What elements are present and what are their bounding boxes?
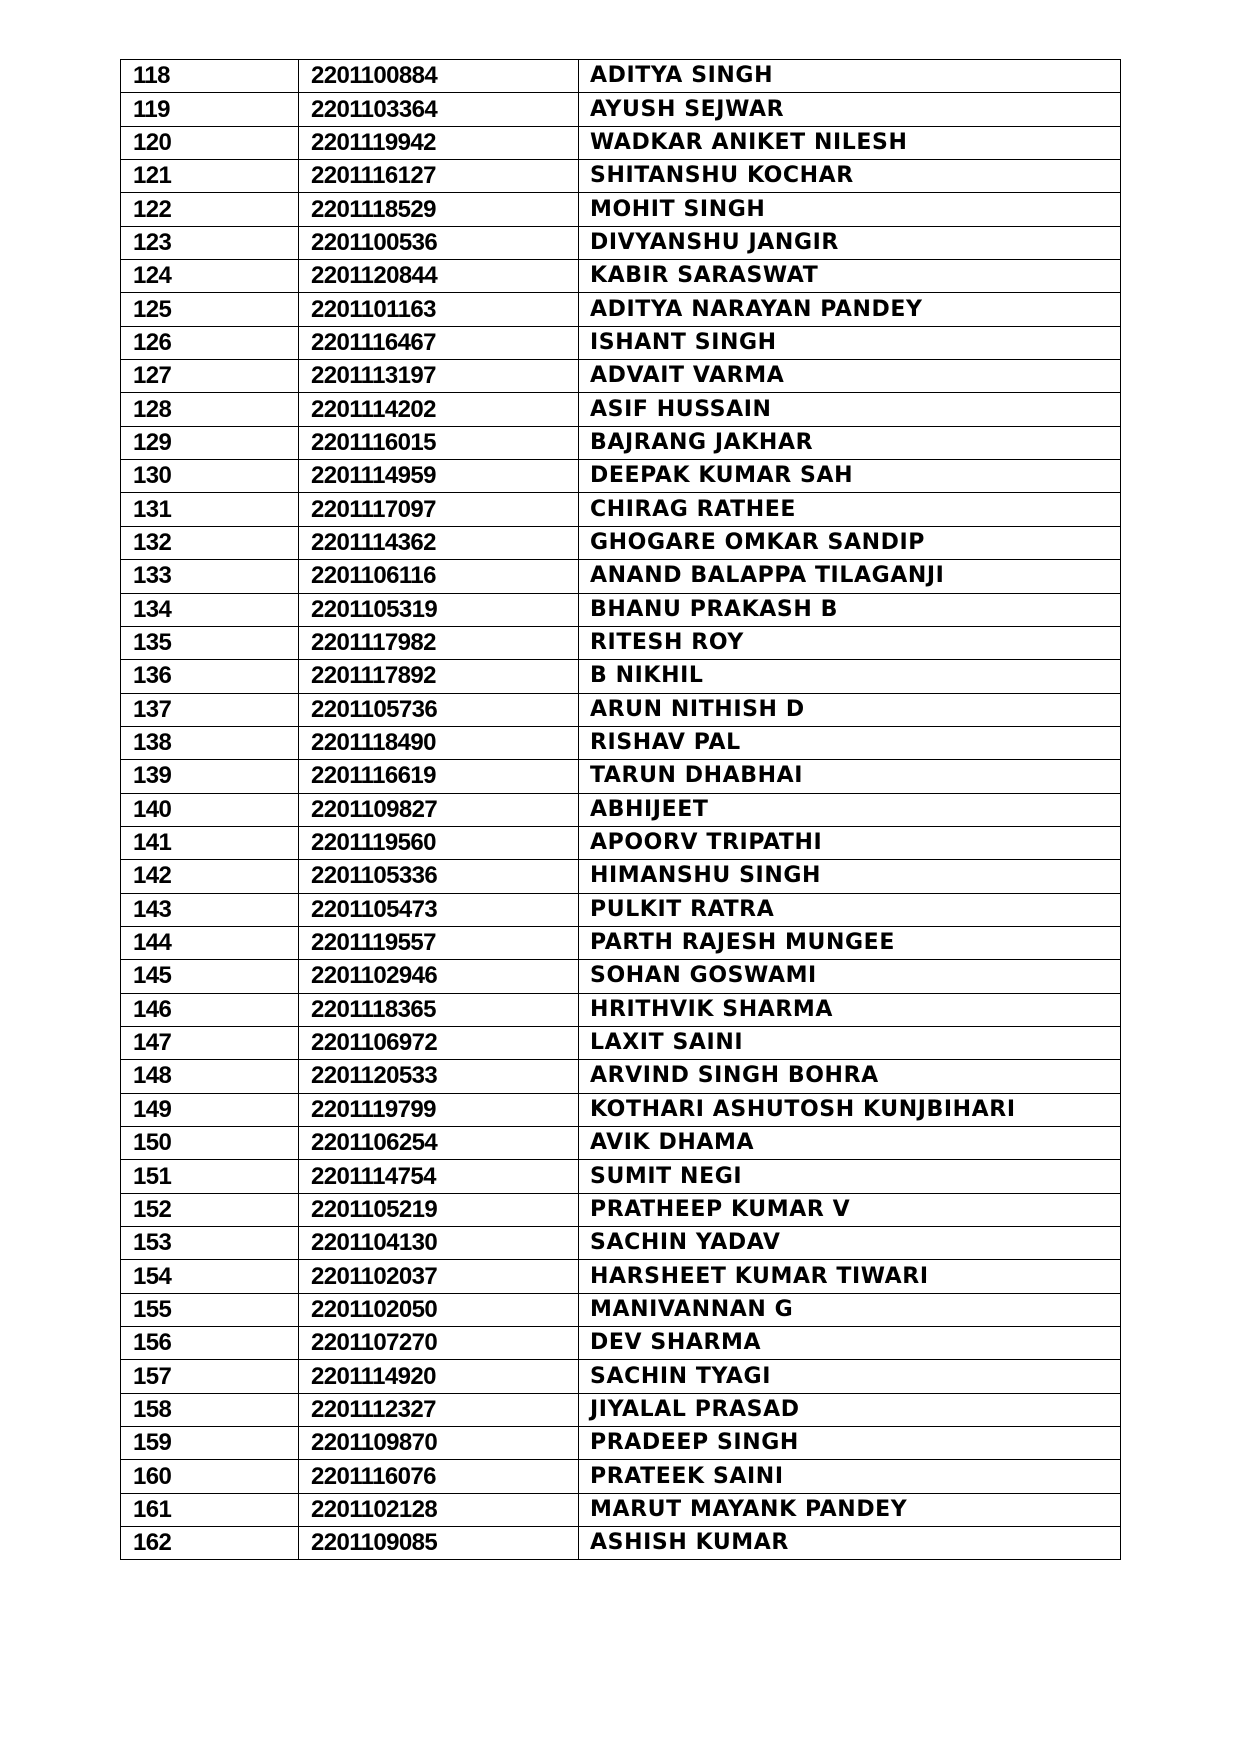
table-row — [121, 1527, 1121, 1560]
serial-number-cell: 155 — [121, 1293, 299, 1326]
roll-number-cell: 2201118365 — [299, 993, 579, 1026]
serial-number-cell: 132 — [121, 526, 299, 559]
student-name-cell: DEEPAK KUMAR SAH — [579, 460, 1121, 493]
roll-number-cell: 2201101163 — [299, 293, 579, 326]
table-row — [121, 60, 1121, 93]
table-row — [121, 793, 1121, 826]
serial-number-cell: 144 — [121, 926, 299, 959]
student-name-cell: MANIVANNAN G — [579, 1293, 1121, 1326]
student-name-cell: ASHISH KUMAR — [579, 1527, 1121, 1560]
student-name-cell: DIVYANSHU JANGIR — [579, 226, 1121, 259]
student-name-cell: WADKAR ANIKET NILESH — [579, 126, 1121, 159]
serial-number-cell: 134 — [121, 593, 299, 626]
roll-number-cell: 2201120844 — [299, 260, 579, 293]
student-name-cell: SACHIN YADAV — [579, 1227, 1121, 1260]
roll-number-cell: 2201113197 — [299, 360, 579, 393]
serial-number-cell: 149 — [121, 1093, 299, 1126]
student-name-cell: LAXIT SAINI — [579, 1026, 1121, 1059]
serial-number-cell: 139 — [121, 760, 299, 793]
roll-number-cell: 2201119799 — [299, 1093, 579, 1126]
serial-number-cell: 120 — [121, 126, 299, 159]
roll-number-cell: 2201118529 — [299, 193, 579, 226]
roll-number-cell: 2201117097 — [299, 493, 579, 526]
table-row — [121, 560, 1121, 593]
roll-number-cell: 2201114754 — [299, 1160, 579, 1193]
roll-number-cell: 2201117982 — [299, 626, 579, 659]
serial-number-cell: 118 — [121, 60, 299, 93]
student-name-cell: ANAND BALAPPA TILAGANJI — [579, 560, 1121, 593]
serial-number-cell: 161 — [121, 1493, 299, 1526]
student-name-cell: SHITANSHU KOCHAR — [579, 160, 1121, 193]
table-row — [121, 226, 1121, 259]
serial-number-cell: 119 — [121, 93, 299, 126]
student-name-cell: ADITYA SINGH — [579, 60, 1121, 93]
serial-number-cell: 130 — [121, 460, 299, 493]
roll-number-cell: 2201116076 — [299, 1460, 579, 1493]
serial-number-cell: 146 — [121, 993, 299, 1026]
serial-number-cell: 148 — [121, 1060, 299, 1093]
table-row — [121, 960, 1121, 993]
roll-number-cell: 2201112327 — [299, 1393, 579, 1426]
roll-number-cell: 2201105473 — [299, 893, 579, 926]
student-name-cell: GHOGARE OMKAR SANDIP — [579, 526, 1121, 559]
roll-number-cell: 2201102050 — [299, 1293, 579, 1326]
table-row — [121, 826, 1121, 859]
roll-number-cell: 2201109827 — [299, 793, 579, 826]
serial-number-cell: 152 — [121, 1193, 299, 1226]
serial-number-cell: 138 — [121, 726, 299, 759]
roll-number-cell: 2201107270 — [299, 1327, 579, 1360]
table-row — [121, 326, 1121, 359]
student-name-cell: SUMIT NEGI — [579, 1160, 1121, 1193]
table-row — [121, 1393, 1121, 1426]
roll-number-cell: 2201116619 — [299, 760, 579, 793]
serial-number-cell: 145 — [121, 960, 299, 993]
table-row — [121, 1060, 1121, 1093]
serial-number-cell: 159 — [121, 1427, 299, 1460]
table-row — [121, 160, 1121, 193]
table-row — [121, 393, 1121, 426]
roll-number-cell: 2201114362 — [299, 526, 579, 559]
table-row — [121, 193, 1121, 226]
roll-number-cell: 2201119560 — [299, 826, 579, 859]
student-name-cell: RISHAV PAL — [579, 726, 1121, 759]
table-row — [121, 693, 1121, 726]
serial-number-cell: 125 — [121, 293, 299, 326]
roll-number-cell: 2201105336 — [299, 860, 579, 893]
table-row — [121, 1026, 1121, 1059]
student-list-table — [120, 59, 1121, 1560]
student-name-cell: BAJRANG JAKHAR — [579, 426, 1121, 459]
roll-number-cell: 2201114959 — [299, 460, 579, 493]
roll-number-cell: 2201106972 — [299, 1026, 579, 1059]
roll-number-cell: 2201119942 — [299, 126, 579, 159]
table-row — [121, 993, 1121, 1026]
serial-number-cell: 160 — [121, 1460, 299, 1493]
serial-number-cell: 127 — [121, 360, 299, 393]
serial-number-cell: 141 — [121, 826, 299, 859]
roll-number-cell: 2201116467 — [299, 326, 579, 359]
student-name-cell: ARVIND SINGH BOHRA — [579, 1060, 1121, 1093]
serial-number-cell: 151 — [121, 1160, 299, 1193]
student-name-cell: MOHIT SINGH — [579, 193, 1121, 226]
student-name-cell: TARUN DHABHAI — [579, 760, 1121, 793]
serial-number-cell: 143 — [121, 893, 299, 926]
student-name-cell: CHIRAG RATHEE — [579, 493, 1121, 526]
table-row — [121, 460, 1121, 493]
serial-number-cell: 150 — [121, 1127, 299, 1160]
table-row — [121, 1360, 1121, 1393]
student-name-cell: SOHAN GOSWAMI — [579, 960, 1121, 993]
student-name-cell: ISHANT SINGH — [579, 326, 1121, 359]
roll-number-cell: 2201105319 — [299, 593, 579, 626]
student-name-cell: SACHIN TYAGI — [579, 1360, 1121, 1393]
student-name-cell: ABHIJEET — [579, 793, 1121, 826]
roll-number-cell: 2201105736 — [299, 693, 579, 726]
serial-number-cell: 137 — [121, 693, 299, 726]
table-row — [121, 760, 1121, 793]
student-name-cell: HRITHVIK SHARMA — [579, 993, 1121, 1026]
table-row — [121, 626, 1121, 659]
table-row — [121, 1460, 1121, 1493]
table-row — [121, 1093, 1121, 1126]
serial-number-cell: 162 — [121, 1527, 299, 1560]
student-name-cell: ASIF HUSSAIN — [579, 393, 1121, 426]
student-name-cell: B NIKHIL — [579, 660, 1121, 693]
student-name-cell: PRATEEK SAINI — [579, 1460, 1121, 1493]
roll-number-cell: 2201102946 — [299, 960, 579, 993]
roll-number-cell: 2201109870 — [299, 1427, 579, 1460]
roll-number-cell: 2201114202 — [299, 393, 579, 426]
table-row — [121, 1493, 1121, 1526]
serial-number-cell: 142 — [121, 860, 299, 893]
table-row — [121, 593, 1121, 626]
student-name-cell: MARUT MAYANK PANDEY — [579, 1493, 1121, 1526]
table-row — [121, 1227, 1121, 1260]
roll-number-cell: 2201100884 — [299, 60, 579, 93]
serial-number-cell: 158 — [121, 1393, 299, 1426]
student-name-cell: PRATHEEP KUMAR V — [579, 1193, 1121, 1226]
table-row — [121, 926, 1121, 959]
roll-number-cell: 2201102037 — [299, 1260, 579, 1293]
student-name-cell: KABIR SARASWAT — [579, 260, 1121, 293]
table-row — [121, 660, 1121, 693]
student-name-cell: ADITYA NARAYAN PANDEY — [579, 293, 1121, 326]
serial-number-cell: 156 — [121, 1327, 299, 1360]
student-name-cell: APOORV TRIPATHI — [579, 826, 1121, 859]
table-row — [121, 426, 1121, 459]
table-row — [121, 1160, 1121, 1193]
serial-number-cell: 122 — [121, 193, 299, 226]
roll-number-cell: 2201106116 — [299, 560, 579, 593]
table-row — [121, 1293, 1121, 1326]
table-row — [121, 1193, 1121, 1226]
student-name-cell: PARTH RAJESH MUNGEE — [579, 926, 1121, 959]
serial-number-cell: 133 — [121, 560, 299, 593]
serial-number-cell: 157 — [121, 1360, 299, 1393]
serial-number-cell: 126 — [121, 326, 299, 359]
roll-number-cell: 2201104130 — [299, 1227, 579, 1260]
student-name-cell: AYUSH SEJWAR — [579, 93, 1121, 126]
table-row — [121, 260, 1121, 293]
student-name-cell: JIYALAL PRASAD — [579, 1393, 1121, 1426]
serial-number-cell: 135 — [121, 626, 299, 659]
roll-number-cell: 2201120533 — [299, 1060, 579, 1093]
student-name-cell: BHANU PRAKASH B — [579, 593, 1121, 626]
roll-number-cell: 2201106254 — [299, 1127, 579, 1160]
table-row — [121, 1127, 1121, 1160]
student-name-cell: DEV SHARMA — [579, 1327, 1121, 1360]
roll-number-cell: 2201109085 — [299, 1527, 579, 1560]
table-row — [121, 1427, 1121, 1460]
table-row — [121, 893, 1121, 926]
student-name-cell: RITESH ROY — [579, 626, 1121, 659]
roll-number-cell: 2201118490 — [299, 726, 579, 759]
serial-number-cell: 147 — [121, 1026, 299, 1059]
roll-number-cell: 2201105219 — [299, 1193, 579, 1226]
student-name-cell: AVIK DHAMA — [579, 1127, 1121, 1160]
student-name-cell: ADVAIT VARMA — [579, 360, 1121, 393]
table-row — [121, 1260, 1121, 1293]
table-row — [121, 526, 1121, 559]
roll-number-cell: 2201114920 — [299, 1360, 579, 1393]
roll-number-cell: 2201117892 — [299, 660, 579, 693]
serial-number-cell: 123 — [121, 226, 299, 259]
student-name-cell: ARUN NITHISH D — [579, 693, 1121, 726]
student-list-body — [121, 60, 1121, 1560]
roll-number-cell: 2201119557 — [299, 926, 579, 959]
student-name-cell: PULKIT RATRA — [579, 893, 1121, 926]
roll-number-cell: 2201102128 — [299, 1493, 579, 1526]
student-name-cell: HIMANSHU SINGH — [579, 860, 1121, 893]
serial-number-cell: 128 — [121, 393, 299, 426]
serial-number-cell: 129 — [121, 426, 299, 459]
student-name-cell: KOTHARI ASHUTOSH KUNJBIHARI — [579, 1093, 1121, 1126]
serial-number-cell: 131 — [121, 493, 299, 526]
serial-number-cell: 136 — [121, 660, 299, 693]
serial-number-cell: 154 — [121, 1260, 299, 1293]
table-row — [121, 860, 1121, 893]
roll-number-cell: 2201100536 — [299, 226, 579, 259]
table-row — [121, 1327, 1121, 1360]
student-name-cell: PRADEEP SINGH — [579, 1427, 1121, 1460]
serial-number-cell: 121 — [121, 160, 299, 193]
serial-number-cell: 140 — [121, 793, 299, 826]
roll-number-cell: 2201103364 — [299, 93, 579, 126]
table-row — [121, 126, 1121, 159]
serial-number-cell: 153 — [121, 1227, 299, 1260]
table-row — [121, 93, 1121, 126]
table-row — [121, 726, 1121, 759]
table-row — [121, 493, 1121, 526]
roll-number-cell: 2201116015 — [299, 426, 579, 459]
table-row — [121, 293, 1121, 326]
serial-number-cell: 124 — [121, 260, 299, 293]
table-row — [121, 360, 1121, 393]
roll-number-cell: 2201116127 — [299, 160, 579, 193]
student-name-cell: HARSHEET KUMAR TIWARI — [579, 1260, 1121, 1293]
